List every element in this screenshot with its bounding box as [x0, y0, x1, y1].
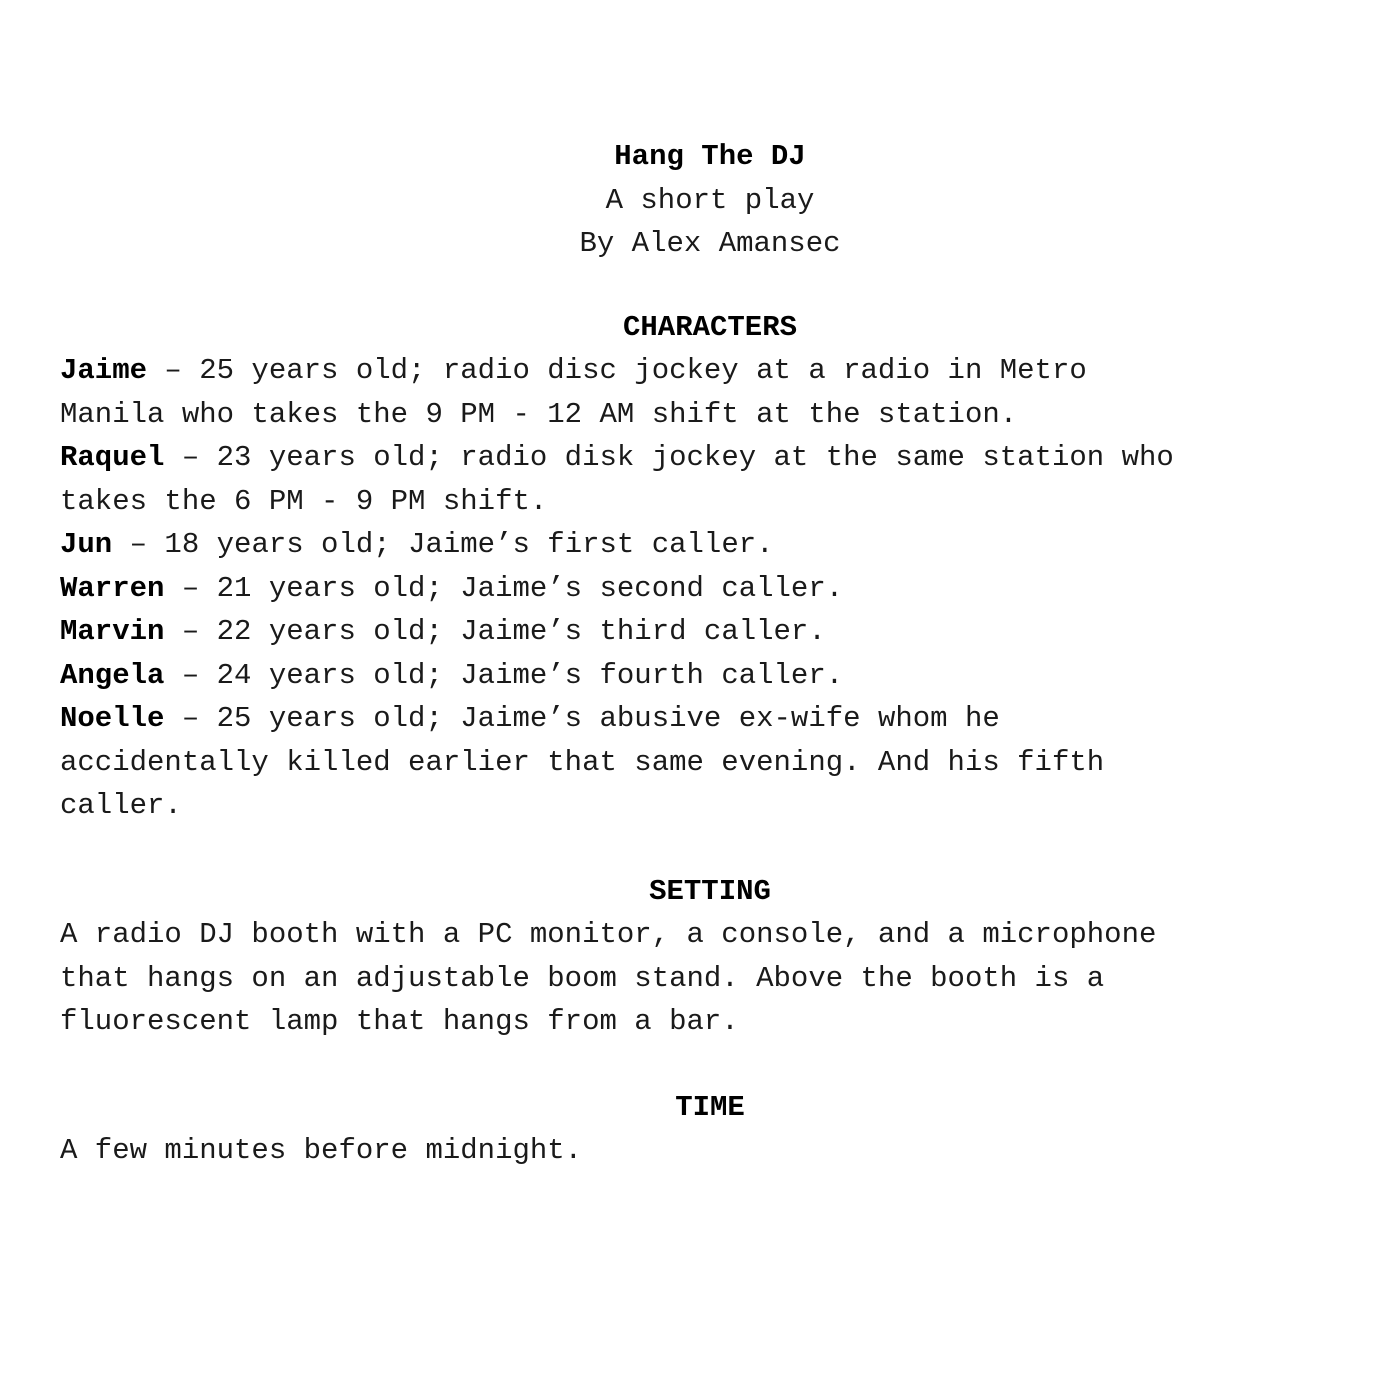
character-name: Noelle — [60, 702, 165, 735]
character-entry-marvin — [60, 610, 1360, 654]
character-name: Raquel — [60, 441, 165, 474]
character-description: – 25 years old; radio disc jockey at a radio in Metro — [147, 354, 1087, 387]
character-entry-jun — [60, 523, 1360, 567]
play-subtitle: A short play — [605, 183, 815, 217]
setting-line: that hangs on an adjustable boom stand. Above the booth is a — [60, 961, 1105, 995]
character-name: Jun — [60, 528, 113, 561]
setting-heading: SETTING — [649, 874, 771, 908]
character-description: – 21 years old; Jaime’s second caller. — [164, 571, 844, 605]
setting-line: fluorescent lamp that hangs from a bar. — [60, 1005, 739, 1038]
character-description: – 22 years old; Jaime’s third caller. — [164, 615, 826, 648]
page-content — [60, 135, 1360, 1173]
character-description: – 25 years old; Jaime’s abusive ex-wife whom he — [164, 702, 1000, 735]
character-description: Manila who takes the 9 PM - 12 AM shift at the station. — [60, 397, 1018, 431]
time-text — [60, 1129, 1360, 1173]
title-block — [60, 135, 1360, 266]
play-author: By Alex Amansec — [579, 227, 841, 260]
character-entry-jaime — [60, 349, 1360, 436]
character-description: – 18 years old; Jaime’s first caller. — [112, 528, 774, 561]
characters-heading: CHARACTERS — [622, 310, 798, 344]
character-description: caller. — [60, 789, 182, 822]
character-description: – 23 years old; radio disk jockey at the same station who — [164, 441, 1174, 474]
character-entry-raquel — [60, 436, 1360, 523]
time-line: A few minutes before midnight. — [60, 1134, 583, 1167]
character-name: Warren — [60, 571, 165, 605]
characters-section — [60, 306, 1360, 828]
setting-section — [60, 870, 1360, 1044]
character-entry-noelle — [60, 697, 1360, 828]
character-name: Jaime — [60, 354, 148, 387]
character-description: – 24 years old; Jaime’s fourth caller. — [164, 658, 844, 692]
character-entry-angela — [60, 654, 1360, 698]
character-name: Marvin — [60, 615, 165, 648]
time-section — [60, 1086, 1360, 1173]
character-entry-warren — [60, 567, 1360, 611]
play-title: Hang The DJ — [614, 140, 806, 173]
character-description: takes the 6 PM - 9 PM shift. — [60, 484, 548, 518]
setting-text — [60, 913, 1360, 1044]
time-heading: TIME — [675, 1090, 745, 1124]
character-description: accidentally killed earlier that same evening. And his fifth — [60, 745, 1105, 779]
setting-line: A radio DJ booth with a PC monitor, a console, and a microphone — [60, 918, 1157, 951]
character-name: Angela — [60, 658, 165, 692]
